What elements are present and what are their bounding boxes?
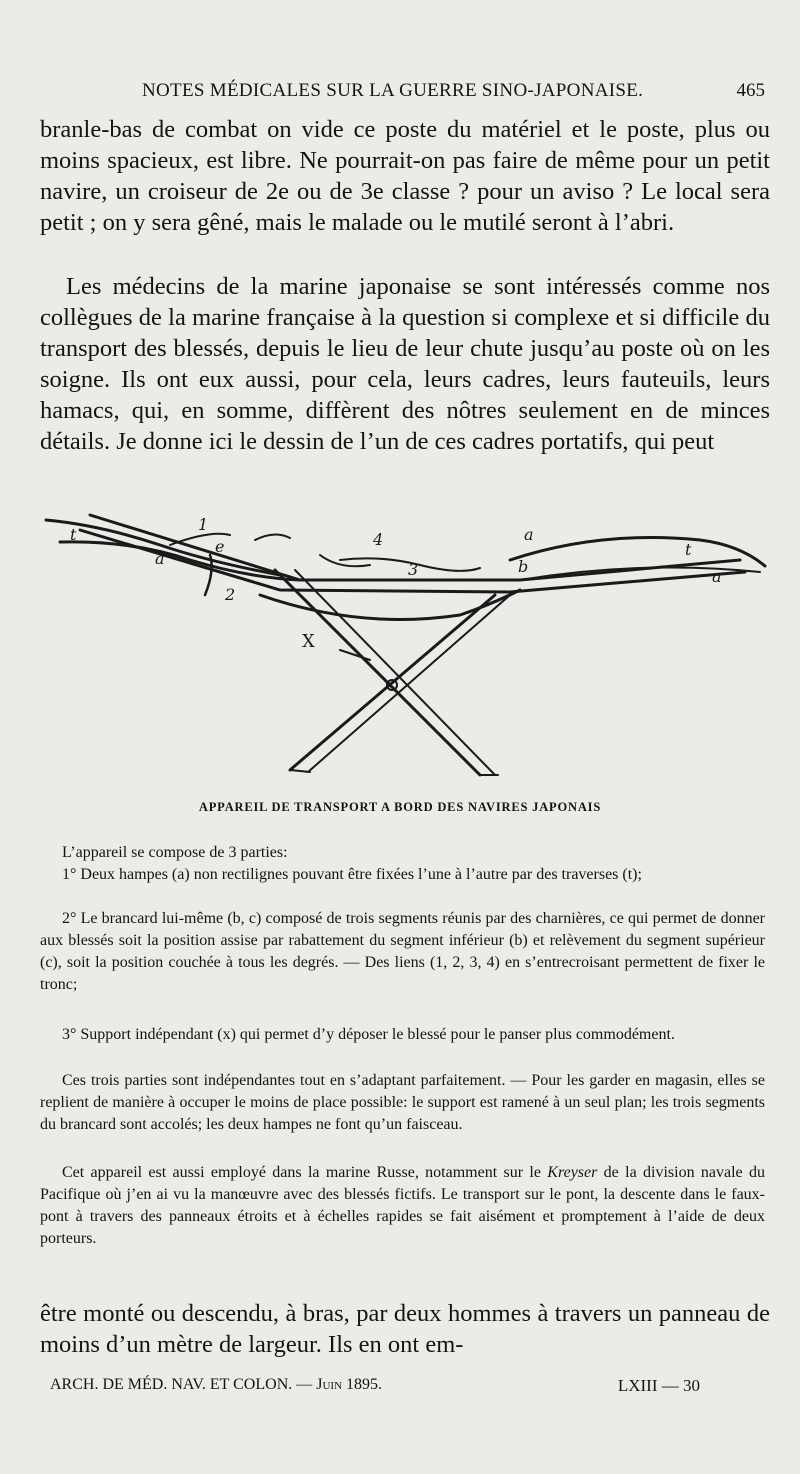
paragraph-3: être monté ou descendu, à bras, par deux hommes à travers un panneau de moins d’un mètre de largeur. Ils en ont em-	[40, 1300, 770, 1358]
running-header	[40, 78, 765, 108]
running-title: NOTES MÉDICALES SUR LA GUERRE SINO-JAPONAISE.	[142, 80, 644, 101]
figure-label-b: b	[518, 557, 529, 576]
figure-label-a-top: a	[524, 525, 534, 544]
note-text-post: de la division navale du Pacifique où j’en ai vu la manœuvre avec des blessés fictifs. Le transport sur le pont, la descente dans le faux-pont à travers des panneaux étroits et à échelles rapides se fait aisément et promptement à l’aide de deux porteurs.	[40, 1164, 765, 1247]
figure-label-a-left: a	[155, 549, 165, 568]
note-item-3: 3° Support indépendant (x) qui permet d’y déposer le blessé pour le panser plus commodément.	[62, 1026, 675, 1043]
note-item-2: 2° Le brancard lui-même (b, c) composé de trois segments réunis par des charnières, ce qui permet de donner aux blessés soit la position assise par rabattement du segment inférieur (b) et relèvement du segment supérieur (c), soit la position couchée à tous les degrés. — Des liens (1, 2, 3, 4) en s’entrecroisant permettent de fixer le tronc;	[40, 910, 765, 993]
figure-label-1: 1	[198, 515, 209, 534]
journal-reference: ARCH. DE MÉD. NAV. ET COLON. — Juin 1895.	[50, 1376, 383, 1393]
figure-label-X: X	[302, 631, 315, 652]
ship-name: Kreyser	[547, 1164, 598, 1181]
paragraph-1: branle-bas de combat on vide ce poste du matériel et le poste, plus ou moins spacieux, est libre. Ne pourrait-on pas faire de même pour un petit navire, un croiseur de 2e ou de 3e classe ? pour un aviso ? Le local sera petit ; on y sera gêné, mais le malade ou le mutilé seront à l’abri.	[40, 116, 770, 236]
volume-signature: LXIII — 30	[617, 1376, 700, 1395]
paragraph-2: Les médecins de la marine japonaise se sont intéressés comme nos collègues de la marine française à la question si complexe et si difficile du transport des blessés, depuis le lieu de leur chute jusqu’au poste où on les soigne. Ils ont eux aussi, pour cela, leurs cadres, leurs fauteuils, leurs hamacs, qui, en somme, diffèrent des nôtres seulement en de minces détails. Je donne ici le dessin de l’un de ces cadres portatifs, qui peut	[40, 273, 770, 455]
note-text-pre: Cet appareil est aussi employé dans la marine Russe, notamment sur le	[62, 1164, 548, 1181]
figure-label-a-right: a	[712, 567, 722, 586]
figure-label-4: 4	[373, 530, 384, 549]
note-item-1: 1° Deux hampes (a) non rectilignes pouvant être fixées l’une à l’autre par des traverses (t);	[62, 866, 642, 883]
figure-label-3: 3	[408, 560, 419, 579]
figure-label-2: 2	[225, 585, 236, 604]
note-paragraph-storage: Ces trois parties sont indépendantes tout en s’adaptant parfaitement. — Pour les garder en magasin, elles se replient de manière à occuper le moins de place possible: le support est ramené à un seul plan; les trois segments du brancard sont accolés; les deux hampes ne font qu’un faisceau.	[40, 1072, 765, 1133]
figure-label-t-right: t	[685, 540, 692, 559]
page-number: 465	[736, 80, 765, 101]
figure-caption: APPAREIL DE TRANSPORT A BORD DES NAVIRES JAPONAIS	[198, 800, 602, 814]
figure-label-e: e	[215, 537, 225, 556]
stretcher-illustration	[40, 500, 770, 795]
page-footer	[50, 1376, 700, 1402]
figure-label-t-left: t	[70, 525, 77, 544]
stretcher-drawing	[40, 500, 770, 795]
note-paragraph-russian-navy	[40, 1162, 765, 1250]
note-intro: L’appareil se compose de 3 parties:	[62, 844, 288, 861]
